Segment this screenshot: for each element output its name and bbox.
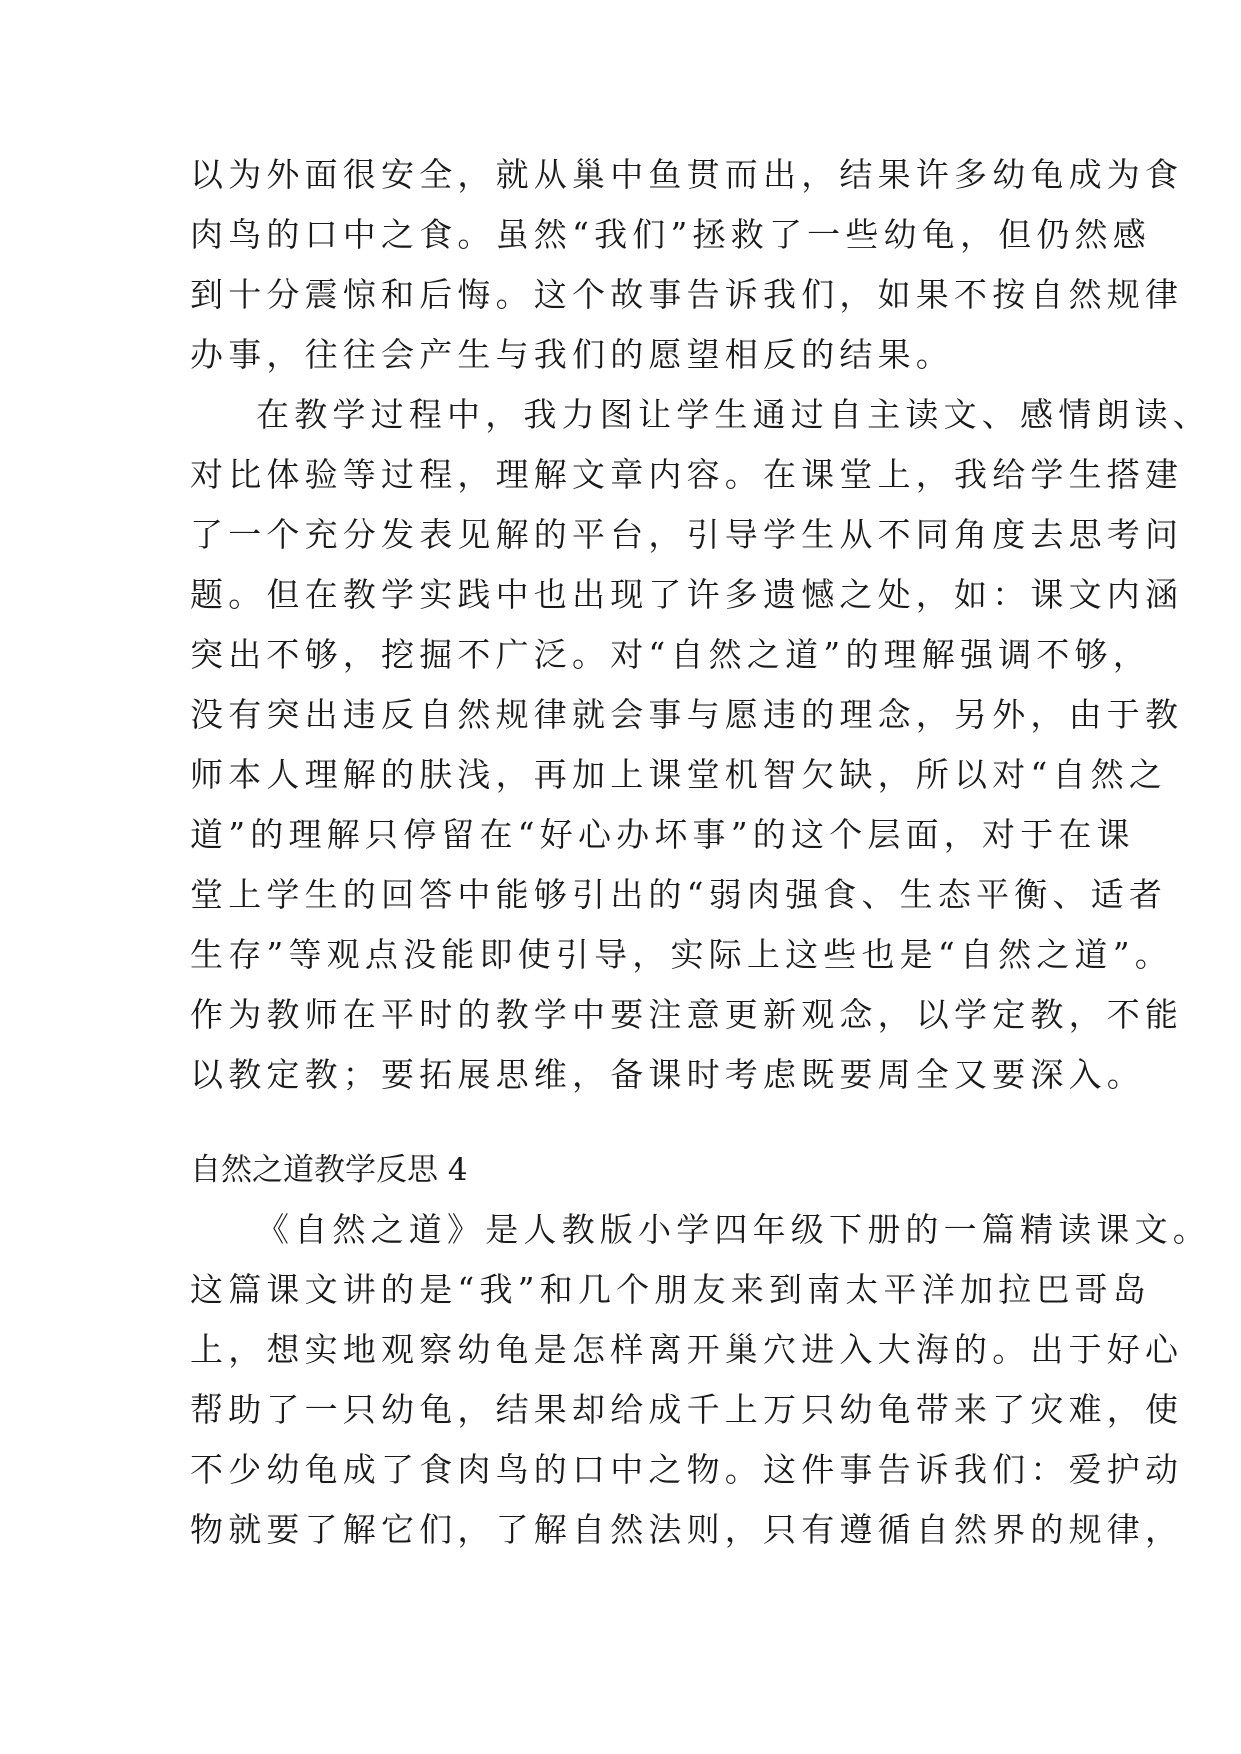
paragraph-line: 上，想实地观察幼龟是怎样离开巢穴进入大海的。出于好心: [190, 1330, 1184, 1369]
section-heading: 自然之道教学反思 4: [190, 1152, 468, 1188]
paragraph-line: 生存”等观点没能即使引导，实际上这些也是“自然之道”。: [190, 935, 1174, 974]
paragraph-line: 帮助了一只幼龟，结果却给成千上万只幼龟带来了灾难，使: [190, 1390, 1184, 1429]
paragraph-line: 物就要了解它们，了解自然法则，只有遵循自然界的规律，: [190, 1510, 1184, 1549]
paragraph-line: 对比体验等过程，理解文章内容。在课堂上，我给学生搭建: [190, 455, 1184, 494]
paragraph-line: 到十分震惊和后悔。这个故事告诉我们，如果不按自然规律: [190, 275, 1184, 314]
paragraph-line: 道”的理解只停留在“好心办坏事”的这个层面，对于在课: [190, 815, 1135, 854]
paragraph-line: 师本人理解的肤浅，再加上课堂机智欠缺，所以对“自然之: [190, 755, 1168, 794]
paragraph-line: 办事，往往会产生与我们的愿望相反的结果。: [190, 335, 954, 374]
paragraph-line: 突出不够，挖掘不广泛。对“自然之道”的理解强调不够，: [190, 635, 1151, 674]
paragraph-line: 题。但在教学实践中也出现了许多遗憾之处，如：课文内涵: [190, 575, 1184, 614]
paragraph-line: 以教定教；要拓展思维，备课时考虑既要周全又要深入。: [190, 1055, 1145, 1094]
paragraph-line: 没有突出违反自然规律就会事与愿违的理念，另外，由于教: [190, 695, 1184, 734]
paragraph-line: 这篇课文讲的是“我”和几个朋友来到南太平洋加拉巴哥岛: [190, 1270, 1151, 1309]
paragraph-line: 肉鸟的口中之食。虽然“我们”拯救了一些幼龟，但仍然感: [190, 215, 1151, 254]
paragraph-line: 《自然之道》是人教版小学四年级下册的一篇精读课文。: [256, 1210, 1211, 1249]
paragraph-line: 了一个充分发表见解的平台，引导学生从不同角度去思考问: [190, 515, 1184, 554]
paragraph-line: 堂上学生的回答中能够引出的“弱肉强食、生态平衡、适者: [190, 875, 1168, 914]
paragraph-line: 不少幼龟成了食肉鸟的口中之物。这件事告诉我们：爱护动: [190, 1450, 1184, 1489]
paragraph-line: 作为教师在平时的教学中要注意更新观念，以学定教，不能: [190, 995, 1184, 1034]
paragraph-line: 以为外面很安全，就从巢中鱼贯而出，结果许多幼龟成为食: [190, 155, 1184, 194]
paragraph-line: 在教学过程中，我力图让学生通过自主读文、感情朗读、: [256, 395, 1211, 434]
